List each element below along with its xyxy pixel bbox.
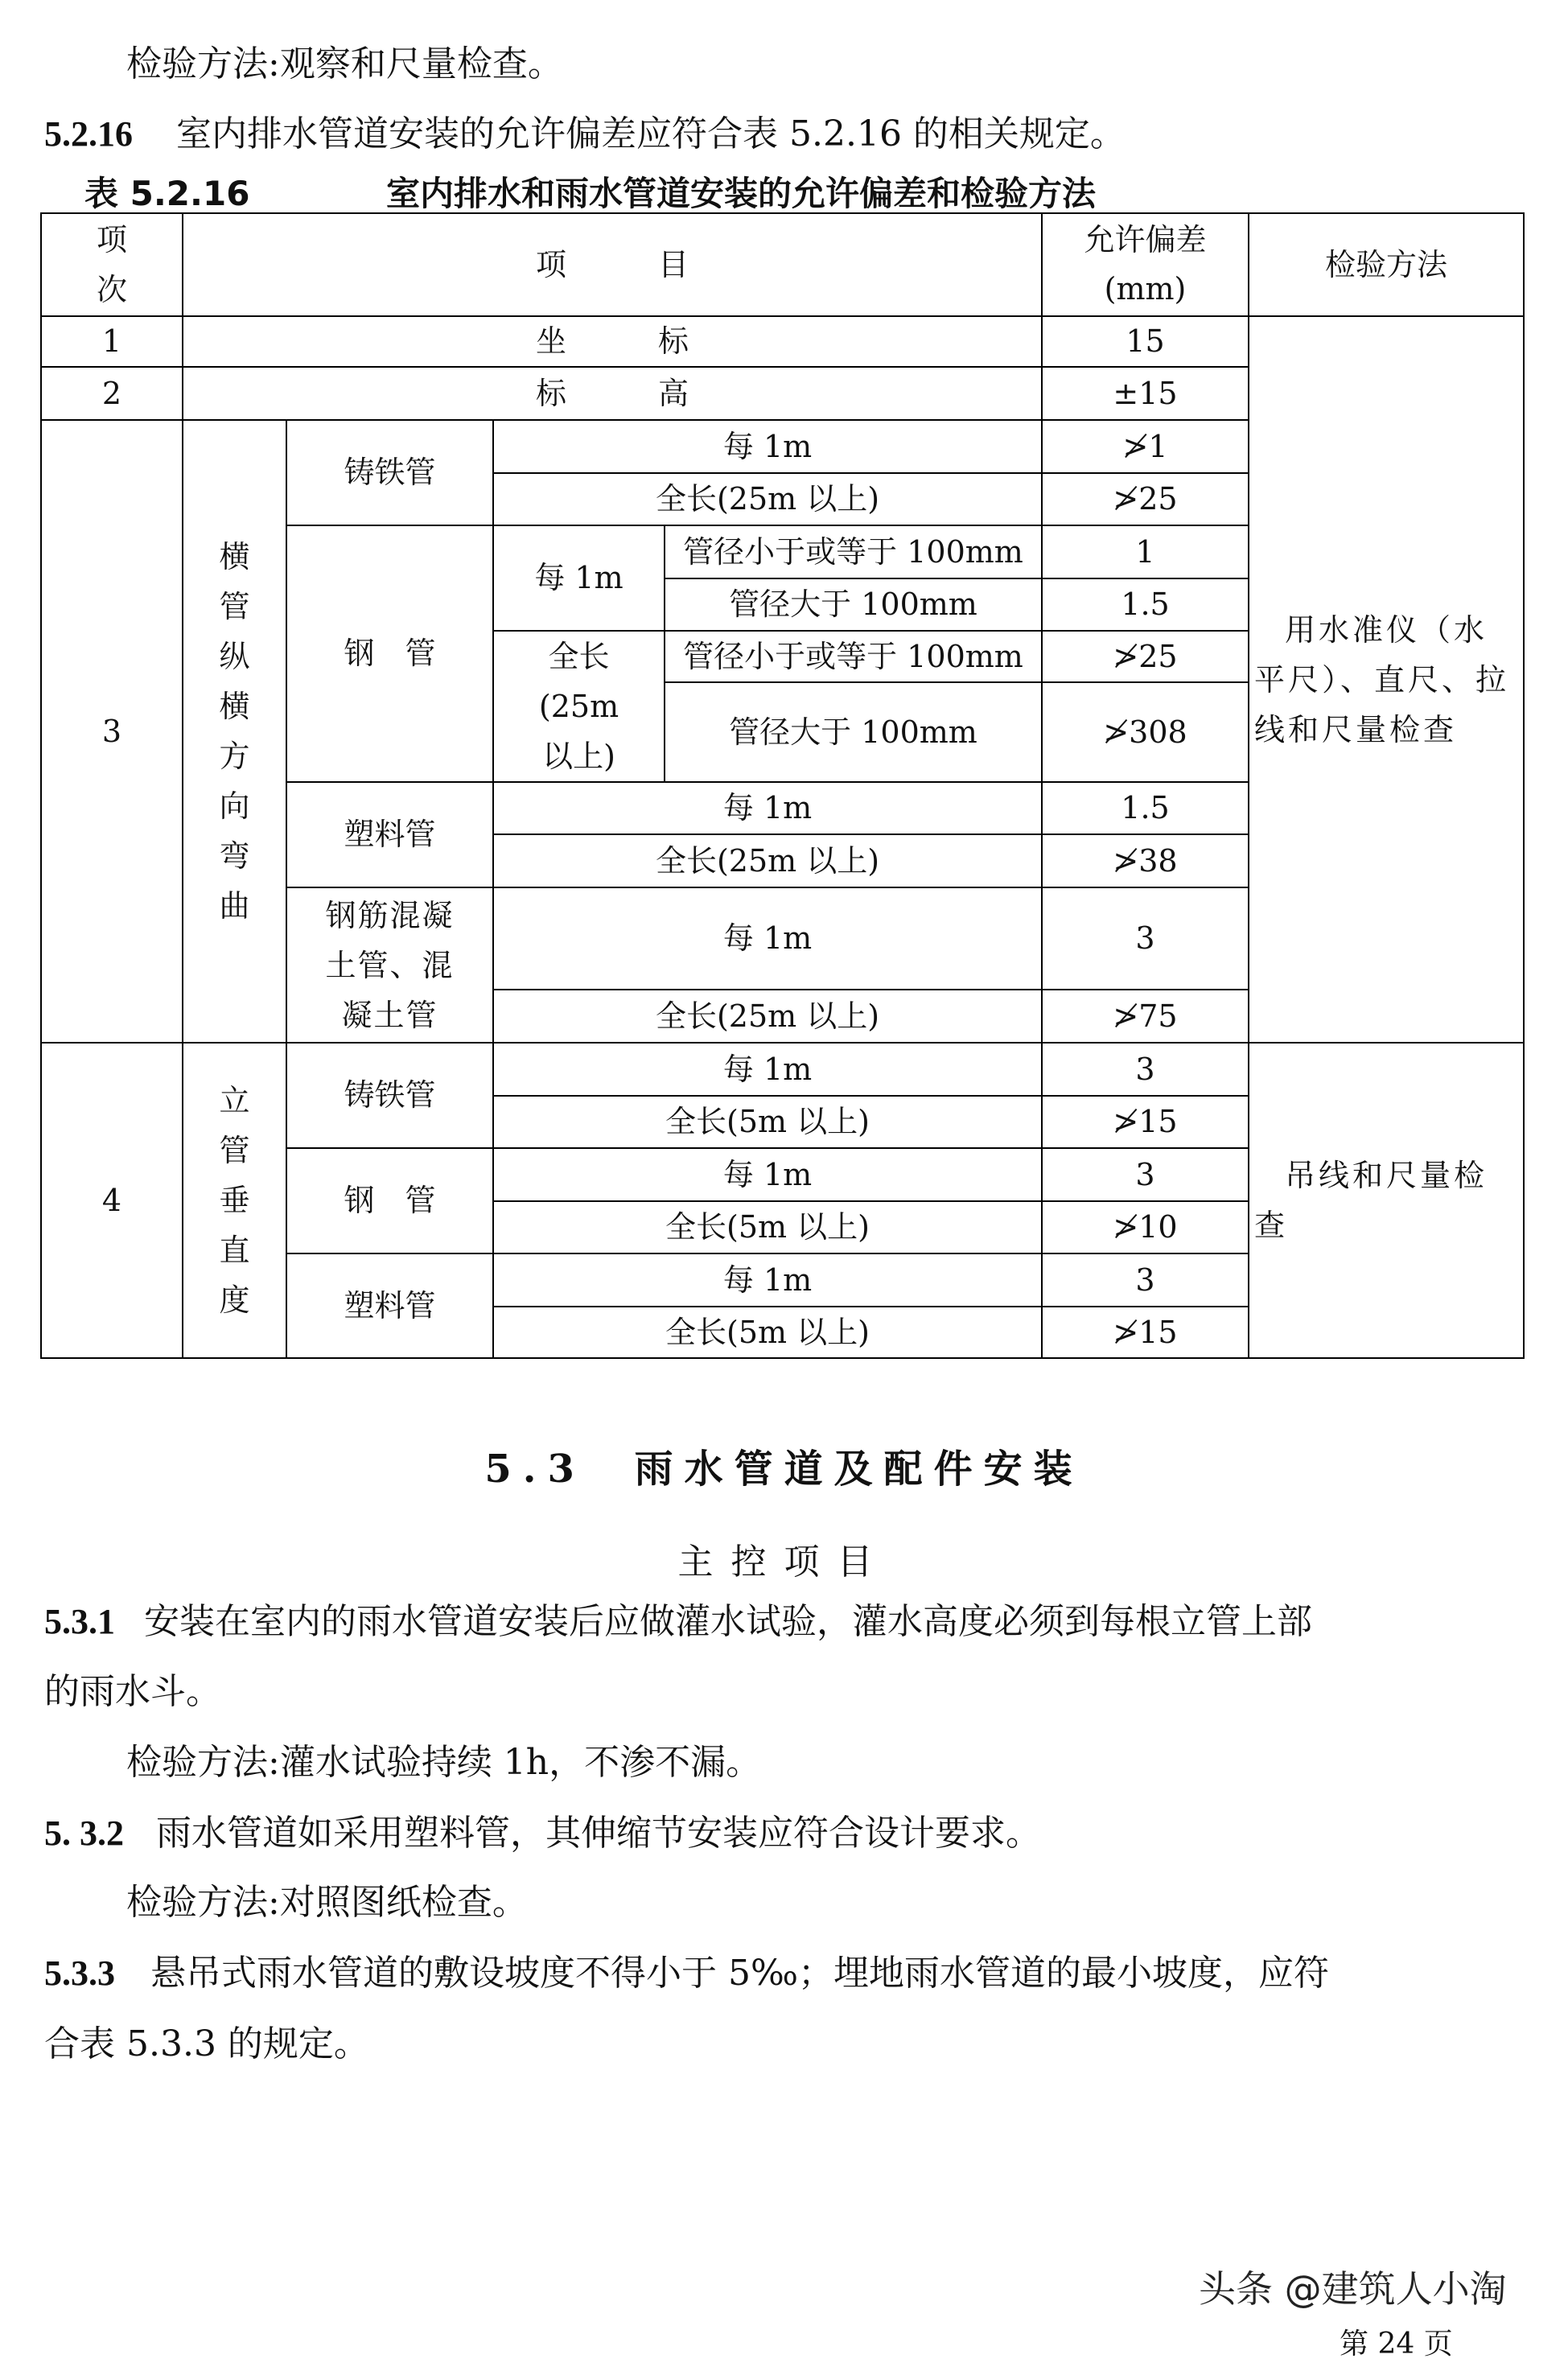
watermark: 头条 @建筑人小淘 <box>1199 2267 1507 2311</box>
method-cell: 用水准仪（水平尺）、直尺、拉线和尺量检查 <box>1249 316 1524 1043</box>
clause-text: 室内排水管道安装的允许偏差应符合表 5.2.16 的相关规定。 <box>176 113 1126 154</box>
header-tolerance: 允许偏差(mm) <box>1042 213 1249 316</box>
seq-cell: 4 <box>41 1043 183 1358</box>
pipe-type-cell: 塑料管 <box>286 782 493 887</box>
clause-number: 5.3.3 <box>44 1953 115 1993</box>
pipe-type-cell: 钢 管 <box>286 1148 493 1253</box>
clause-5-3-1 <box>44 1601 1312 1642</box>
length-cell: 全长(25m 以上) <box>493 631 665 782</box>
spec-cell: 每 1m <box>493 420 1042 473</box>
tolerance-cell: ≯15 <box>1042 1307 1249 1358</box>
spec-cell: 每 1m <box>493 1043 1042 1096</box>
spec-cell: 管径大于 100mm <box>665 682 1042 782</box>
check-method-line: 检验方法:对照图纸检查。 <box>126 1882 528 1923</box>
clause-text: 悬吊式雨水管道的敷设坡度不得小于 5‰；埋地雨水管道的最小坡度，应符 <box>150 1953 1330 1994</box>
table-title: 室内排水和雨水管道安装的允许偏差和检验方法 <box>386 174 1097 213</box>
pipe-type-cell: 钢 管 <box>286 525 493 782</box>
tolerance-cell: ≯25 <box>1042 631 1249 682</box>
section-number: 5.3 <box>484 1447 586 1492</box>
seq-cell: 1 <box>41 316 183 367</box>
pipe-type-cell: 铸铁管 <box>286 420 493 525</box>
tolerance-cell: 3 <box>1042 1253 1249 1307</box>
check-method-line: 检验方法:观察和尺量检查。 <box>126 43 563 84</box>
tolerance-cell: 15 <box>1042 316 1249 367</box>
seq-cell: 2 <box>41 367 183 420</box>
spec-cell: 全长(5m 以上) <box>493 1096 1042 1148</box>
header-item: 项 目 <box>183 213 1042 316</box>
header-method: 检验方法 <box>1249 213 1524 316</box>
spec-cell: 全长(5m 以上) <box>493 1307 1042 1358</box>
spec-cell: 每 1m <box>493 887 1042 990</box>
spec-cell: 全长(5m 以上) <box>493 1201 1042 1253</box>
page-number: 第 24 页 <box>1340 2328 1453 2361</box>
tolerance-cell: ±15 <box>1042 367 1249 420</box>
clause-5-3-2 <box>44 1813 1041 1854</box>
clause-text: 雨水管道如采用塑料管，其伸缩节安装应符合设计要求。 <box>156 1813 1041 1854</box>
tolerance-cell: ≯308 <box>1042 682 1249 782</box>
spec-cell: 管径大于 100mm <box>665 578 1042 631</box>
clause-text: 安装在室内的雨水管道安装后应做灌水试验，灌水高度必须到每根立管上部 <box>144 1601 1312 1642</box>
table-row <box>41 1043 1524 1096</box>
table-header-row <box>41 213 1524 316</box>
pipe-type-cell: 钢筋混凝土管、混凝土管 <box>286 887 493 1043</box>
tolerance-table <box>40 212 1525 1359</box>
tolerance-cell: 3 <box>1042 1043 1249 1096</box>
spec-cell: 全长(25m 以上) <box>493 473 1042 525</box>
section-heading-5-3 <box>0 1438 1568 1493</box>
tolerance-cell: 1.5 <box>1042 578 1249 631</box>
item-cell: 标 高 <box>183 367 1042 420</box>
spec-cell: 全长(25m 以上) <box>493 990 1042 1043</box>
clause-5-3-3 <box>44 1953 1330 1994</box>
seq-cell: 3 <box>41 420 183 1043</box>
spec-cell: 每 1m <box>493 1253 1042 1307</box>
group-label-cell: 横管纵横方向弯曲 <box>183 420 286 1043</box>
table-caption <box>84 167 1097 216</box>
clause-5-2-16 <box>44 113 1126 154</box>
item-cell: 坐 标 <box>183 316 1042 367</box>
tolerance-cell: ≯1 <box>1042 420 1249 473</box>
tolerance-cell: ≯75 <box>1042 990 1249 1043</box>
spec-cell: 管径小于或等于 100mm <box>665 525 1042 578</box>
section-title: 雨水管道及配件安装 <box>634 1447 1084 1492</box>
spec-cell: 每 1m <box>493 1148 1042 1201</box>
tolerance-cell: 3 <box>1042 1148 1249 1201</box>
clause-text-continued: 的雨水斗。 <box>44 1671 221 1712</box>
tolerance-cell: ≯15 <box>1042 1096 1249 1148</box>
spec-cell: 管径小于或等于 100mm <box>665 631 1042 682</box>
header-seq: 项次 <box>41 213 183 316</box>
tolerance-cell: ≯10 <box>1042 1201 1249 1253</box>
tolerance-cell: 3 <box>1042 887 1249 990</box>
subsection-heading: 主控项目 <box>677 1542 891 1583</box>
spec-cell: 每 1m <box>493 782 1042 834</box>
table-number: 表 5.2.16 <box>84 174 250 213</box>
check-method-line: 检验方法:灌水试验持续 1h，不渗不漏。 <box>126 1742 762 1783</box>
clause-text-continued: 合表 5.3.3 的规定。 <box>44 2023 369 2064</box>
clause-number: 5. 3.2 <box>44 1813 124 1853</box>
pipe-type-cell: 铸铁管 <box>286 1043 493 1148</box>
group-label-cell: 立管垂直度 <box>183 1043 286 1358</box>
clause-number: 5.3.1 <box>44 1602 115 1641</box>
tolerance-cell: 1.5 <box>1042 782 1249 834</box>
method-cell: 吊线和尺量检查 <box>1249 1043 1524 1358</box>
table-row <box>41 316 1524 367</box>
pipe-type-cell: 塑料管 <box>286 1253 493 1358</box>
clause-number: 5.2.16 <box>44 114 133 154</box>
tolerance-cell: 1 <box>1042 525 1249 578</box>
tolerance-cell: ≯38 <box>1042 834 1249 887</box>
spec-cell: 全长(25m 以上) <box>493 834 1042 887</box>
tolerance-cell: ≯25 <box>1042 473 1249 525</box>
length-cell: 每 1m <box>493 525 665 631</box>
